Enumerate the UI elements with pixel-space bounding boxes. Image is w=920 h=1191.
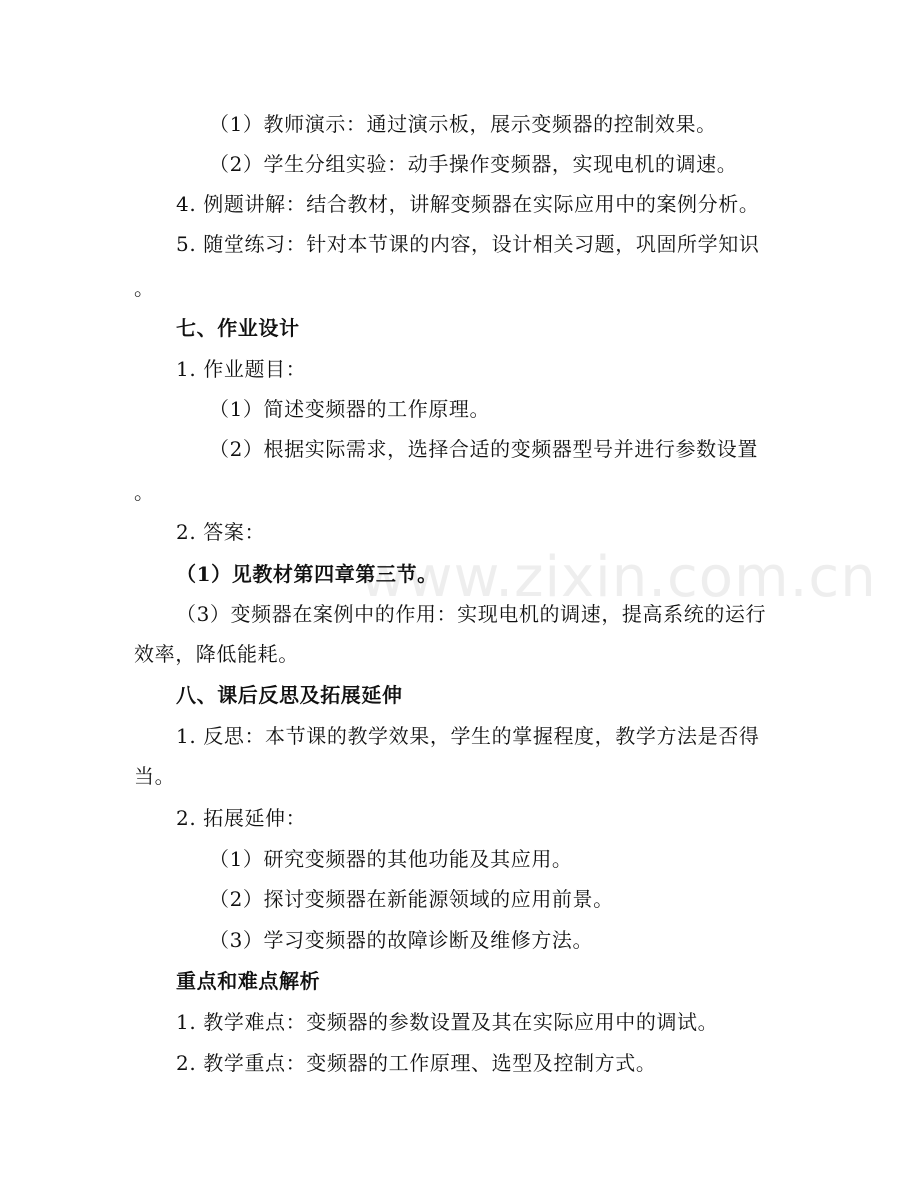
text-line: 5. 随堂练习：针对本节课的内容，设计相关习题，巩固所学知识 [176,232,760,256]
text-line: 4. 例题讲解：结合教材，讲解变频器在实际应用中的案例分析。 [176,192,760,216]
text-line: （1）教师演示：通过演示板，展示变频器的控制效果。 [209,112,717,136]
section-heading-homework: 七、作业设计 [176,316,300,340]
text-line: 当。 [134,764,176,788]
section-heading-reflection: 八、课后反思及拓展延伸 [176,683,403,707]
text-line: （3）变频器在案例中的作用：实现电机的调速，提高系统的运行 [176,602,767,626]
text-line: 1. 反思：本节课的教学效果，学生的掌握程度，教学方法是否得 [176,724,760,748]
text-line: 2. 拓展延伸： [176,806,307,830]
text-line: （2）根据实际需求，选择合适的变频器型号并进行参数设置 [209,437,758,461]
text-line: 。 [134,276,155,300]
text-line: 2. 答案： [176,520,266,544]
text-line: （2）学生分组实验：动手操作变频器，实现电机的调速。 [209,152,738,176]
text-line: 2. 教学重点：变频器的工作原理、选型及控制方式。 [176,1051,657,1075]
text-line: （2）探讨变频器在新能源领域的应用前景。 [209,887,614,911]
text-line: （3）学习变频器的故障诊断及维修方法。 [209,928,594,952]
text-line: （1）简述变频器的工作原理。 [209,397,491,421]
text-line: 。 [134,480,155,504]
section-heading-key-points: 重点和难点解析 [176,969,321,993]
text-line: 1. 教学难点：变频器的参数设置及其在实际应用中的调试。 [176,1010,719,1034]
text-line-bold: （1）见教材第四章第三节。 [176,562,438,586]
text-line: 1. 作业题目： [176,357,307,381]
text-line: （1）研究变频器的其他功能及其应用。 [209,847,573,871]
text-line: 效率，降低能耗。 [134,642,299,666]
watermark: www.zixin.com.cn [360,545,877,610]
